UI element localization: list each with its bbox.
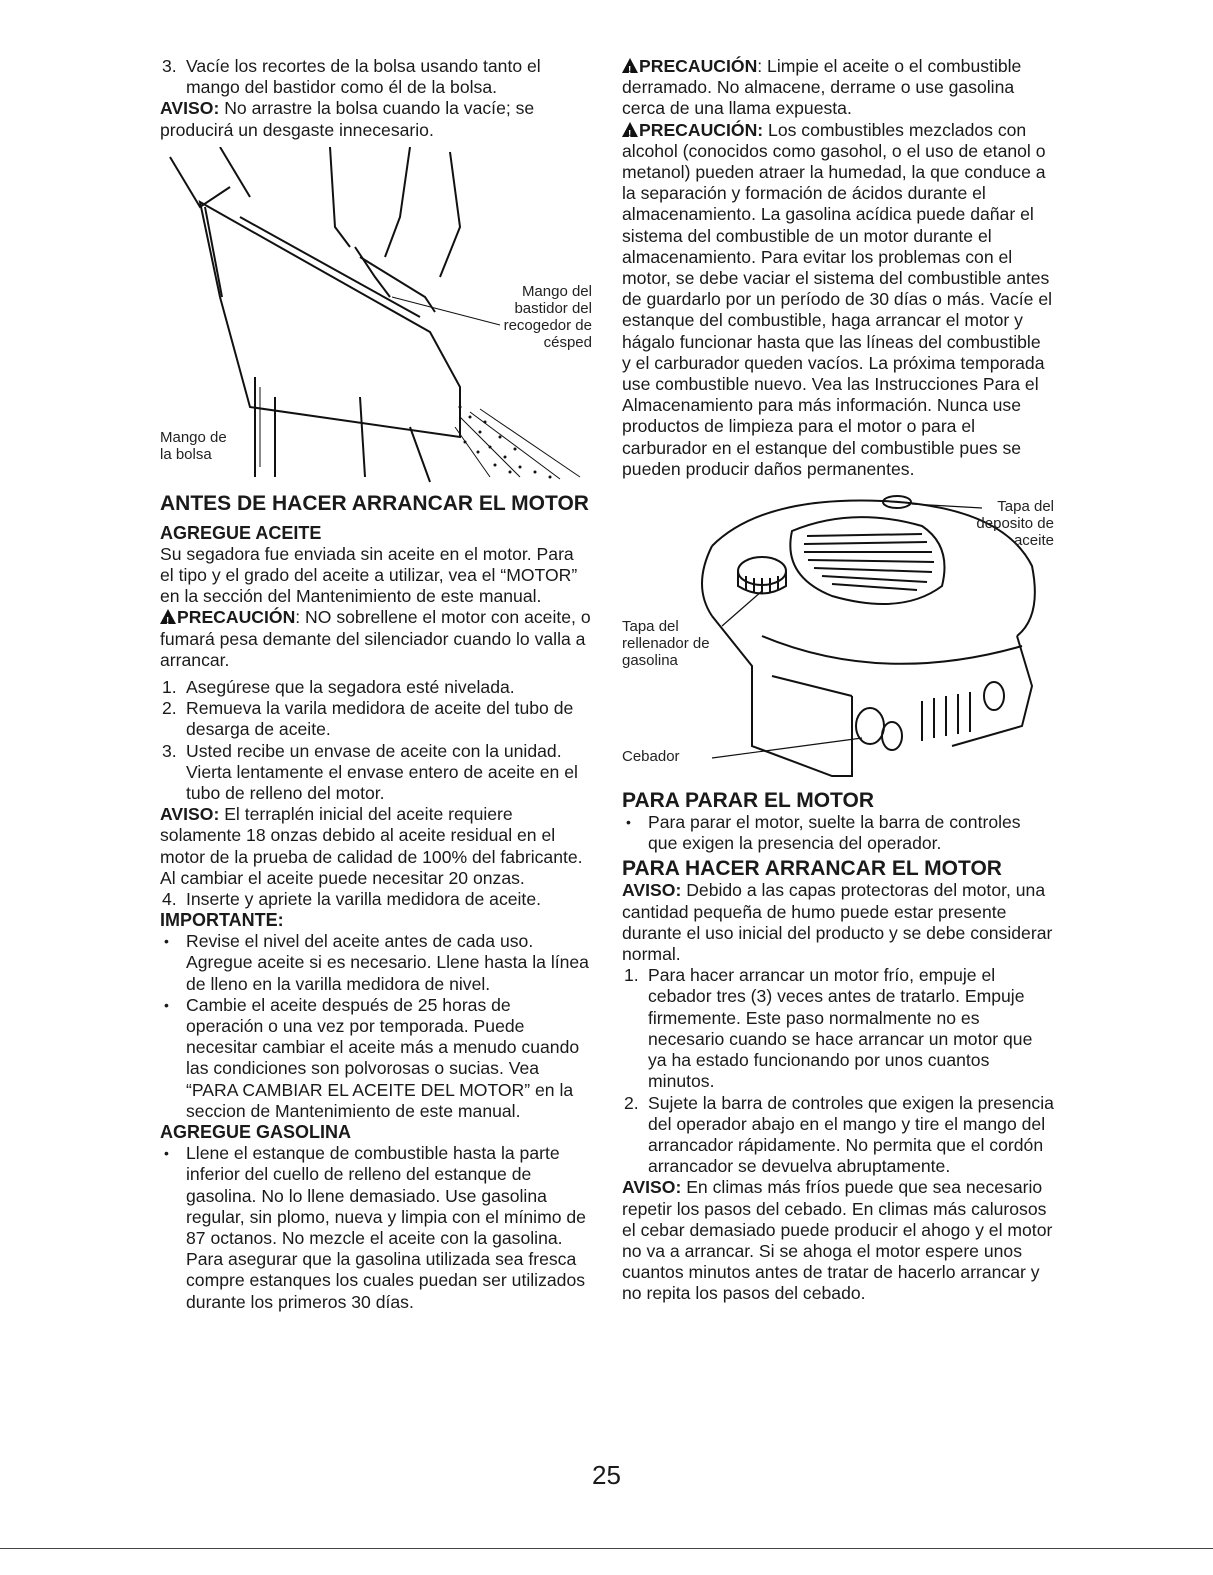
subheading-add-oil: AGREGUE ACEITE (160, 522, 322, 543)
caution-spill (622, 56, 1054, 120)
step-text: Inserte y apriete la varilla medidora de aceite. (186, 889, 541, 910)
step-number: 2. (162, 698, 177, 719)
left-column (160, 56, 592, 1313)
warning-triangle-icon (622, 58, 638, 73)
bag-emptying-figure (160, 147, 592, 485)
bullet-dot: • (164, 933, 169, 950)
aviso-label: AVISO: (160, 98, 220, 119)
warning-triangle-icon (160, 609, 176, 624)
step-number: 3. (162, 740, 177, 761)
aviso-oil-amount (160, 804, 592, 889)
oil-cap-label: Tapa del deposito de aceite (976, 498, 1054, 550)
frame-handle-label: Mango del bastidor del recogedor de césped (503, 282, 592, 351)
step-text: Remueva la varila medidora de aceite del tubo de desarga de aceite. (186, 698, 574, 740)
important-bullet (160, 931, 592, 995)
section-heading-before-start: ANTES DE HACER ARRANCAR EL MOTOR (160, 491, 589, 515)
oil-step (160, 889, 592, 910)
bullet-dot: • (164, 1145, 169, 1162)
step-number: 1. (162, 677, 177, 698)
bullet-text: Revise el nivel del aceite antes de cada uso. Agregue aceite si es necesario. Llene hasta la línea de lleno en la varilla medidora de nivel. (186, 931, 589, 994)
caution-text: : Limpie el aceite o el combustible derramado. No almacene, derrame o use gasolina cerca de una llama expuesta. (622, 56, 1022, 119)
aviso-text: El terraplén inicial del aceite requiere solamente 18 onzas debido al aceite residual en el motor de la prueba de calidad de 100% del fabricante. Al cambiar el aceite puede necesitar 20 onzas. (160, 804, 583, 888)
aviso-label: AVISO: (622, 880, 682, 901)
bullet-text: Para parar el motor, suelte la barra de controles que exigen la presencia del operador. (648, 812, 1021, 854)
aviso-text: No arrastre la bolsa cuando la vacíe; se producirá un desgaste innecesario. (160, 98, 535, 140)
aviso-text: Debido a las capas protectoras del motor, una cantidad pequeña de humo puede estar presente durante el uso inicial del producto y se debe considerar normal. (622, 880, 1053, 965)
oil-step (160, 698, 592, 740)
aviso-label: AVISO: (622, 1177, 682, 1198)
bullet-text: Llene el estanque de combustible hasta la parte inferior del cuello de relleno del estanque de gasolina. No lo llene demasiado. Use gasolina regular, sin plomo, nueva y limpia con el mínimo de 87 octanos. No mezcle el aceite con la gasolina. Para asegurar que la gasolina utilizada sea fresca compre estanques los cuales puedan ser utilizados durante los primeros 30 días. (186, 1143, 586, 1312)
important-bullet (160, 995, 592, 1122)
right-column (622, 56, 1054, 1305)
step-text: Asegúrese que la segadora esté nivelada. (186, 677, 515, 698)
page-number: 25 (592, 1460, 621, 1490)
step-number: 4. (162, 889, 177, 910)
step-number: 1. (624, 965, 639, 986)
oil-intro-paragraph: Su segadora fue enviada sin aceite en el motor. Para el tipo y el grado del aceite a utilizar, vea el “MOTOR” en la sección del Mantenimiento de este manual. (160, 543, 578, 607)
warning-triangle-icon (622, 122, 638, 137)
step-number: 3. (162, 56, 177, 76)
gas-bullet (160, 1143, 592, 1313)
bullet-dot: • (626, 814, 631, 831)
aviso-smoke (622, 880, 1054, 965)
section-heading-stop: PARA PARAR EL MOTOR (622, 789, 875, 813)
caution-alcohol-fuel (622, 120, 1054, 480)
step-number: 2. (624, 1092, 639, 1113)
bottom-rule (0, 1548, 1213, 1549)
bullet-dot: • (164, 996, 169, 1013)
caution-text: : NO sobrellene el motor con aceite, o fumará pesa demante del silenciador cuando lo valla a arrancar. (160, 607, 591, 670)
caution-label: PRECAUCIÓN (177, 607, 296, 628)
engine-figure (622, 486, 1054, 786)
primer-label: Cebador (622, 748, 680, 766)
caution-label: PRECAUCIÓN: (639, 119, 764, 140)
important-heading: IMPORTANTE: (160, 910, 284, 931)
step-text: Vacíe los recortes de la bolsa usando tanto el mango del bastidor como él de la bolsa. (186, 56, 541, 98)
step-text: Para hacer arrancar un motor frío, empuje el cebador tres (3) veces antes de tratarlo. Empuje firmemente. Este paso normalmente no es necesario cuando se hace arrancar un motor que ya ha estado funcionando por unos cuantos minutos. (648, 965, 1033, 1092)
step-text: Usted recibe un envase de aceite con la unidad. Vierta lentamente el envase entero de aceite en el tubo de relleno del motor. (186, 740, 578, 804)
stop-bullet (622, 812, 1054, 854)
caution-text: Los combustibles mezclados con alcohol (conocidos como gasohol, o el uso de etanol o metanol) pueden atraer la humedad, la que conduce a la separación y formación de ácidos durante el almacenamiento. La gasolina acídica puede dañar el sistema del combustible de un motor durante el almacenamiento. Para evitar los problemas con el motor, se debe vaciar el sistema del combustible antes de guardarlo por un período de 30 días o más. Vacíe el estanque del combustible, haga arrancar el motor y hágalo funcionar hasta que las líneas del combustible y el carburador queden vacíos. La próxima temporada use combustible nuevo. Vea las Instrucciones Para el Almacenamiento para más información. Nunca use productos de limpieza para el motor o para el carburador en el estanque del combustible pues se pueden producir daños permanentes. (622, 119, 1053, 479)
bag-handle-label: Mango de la bolsa (160, 428, 227, 463)
aviso-drag-bag (160, 98, 592, 140)
start-step (622, 965, 1054, 1092)
aviso-label: AVISO: (160, 804, 220, 825)
oil-step (160, 677, 592, 698)
caution-overfill (160, 607, 592, 671)
start-step (622, 1093, 1054, 1178)
bullet-text: Cambie el aceite después de 25 horas de operación o una vez por temporada. Puede necesitar cambiar el aceite más a menudo cuando las condiciones son polvorosas o sucias. Vea “PARA CAMBIAR EL ACEITE DEL MOTOR” en la seccion de Mantenimiento de este manual. (186, 994, 580, 1121)
step-text: Sujete la barra de controles que exigen la presencia del operador abajo en el mango y tire el mango del arrancador rápidamente. No permita que el cordón arrancador se devuelva abruptamente. (648, 1092, 1054, 1177)
fuel-cap-label: Tapa del rellenador de gasolina (622, 618, 710, 670)
subheading-add-gas: AGREGUE GASOLINA (160, 1122, 352, 1143)
section-heading-start: PARA HACER ARRANCAR EL MOTOR (622, 857, 1002, 881)
caution-label: PRECAUCIÓN (639, 56, 758, 76)
aviso-priming (622, 1177, 1054, 1304)
step-3-empty-bag (160, 56, 592, 98)
aviso-text: En climas más fríos puede que sea necesario repetir los pasos del cebado. En climas más calurosos el cebar demasiado puede producir el ahogo y el motor no va a arrancar. Si se ahoga el motor espere unos cuantos minutos antes de tratar de hacerlo arrancar y no repita los pasos del cebado. (622, 1177, 1053, 1304)
oil-step (160, 741, 592, 805)
